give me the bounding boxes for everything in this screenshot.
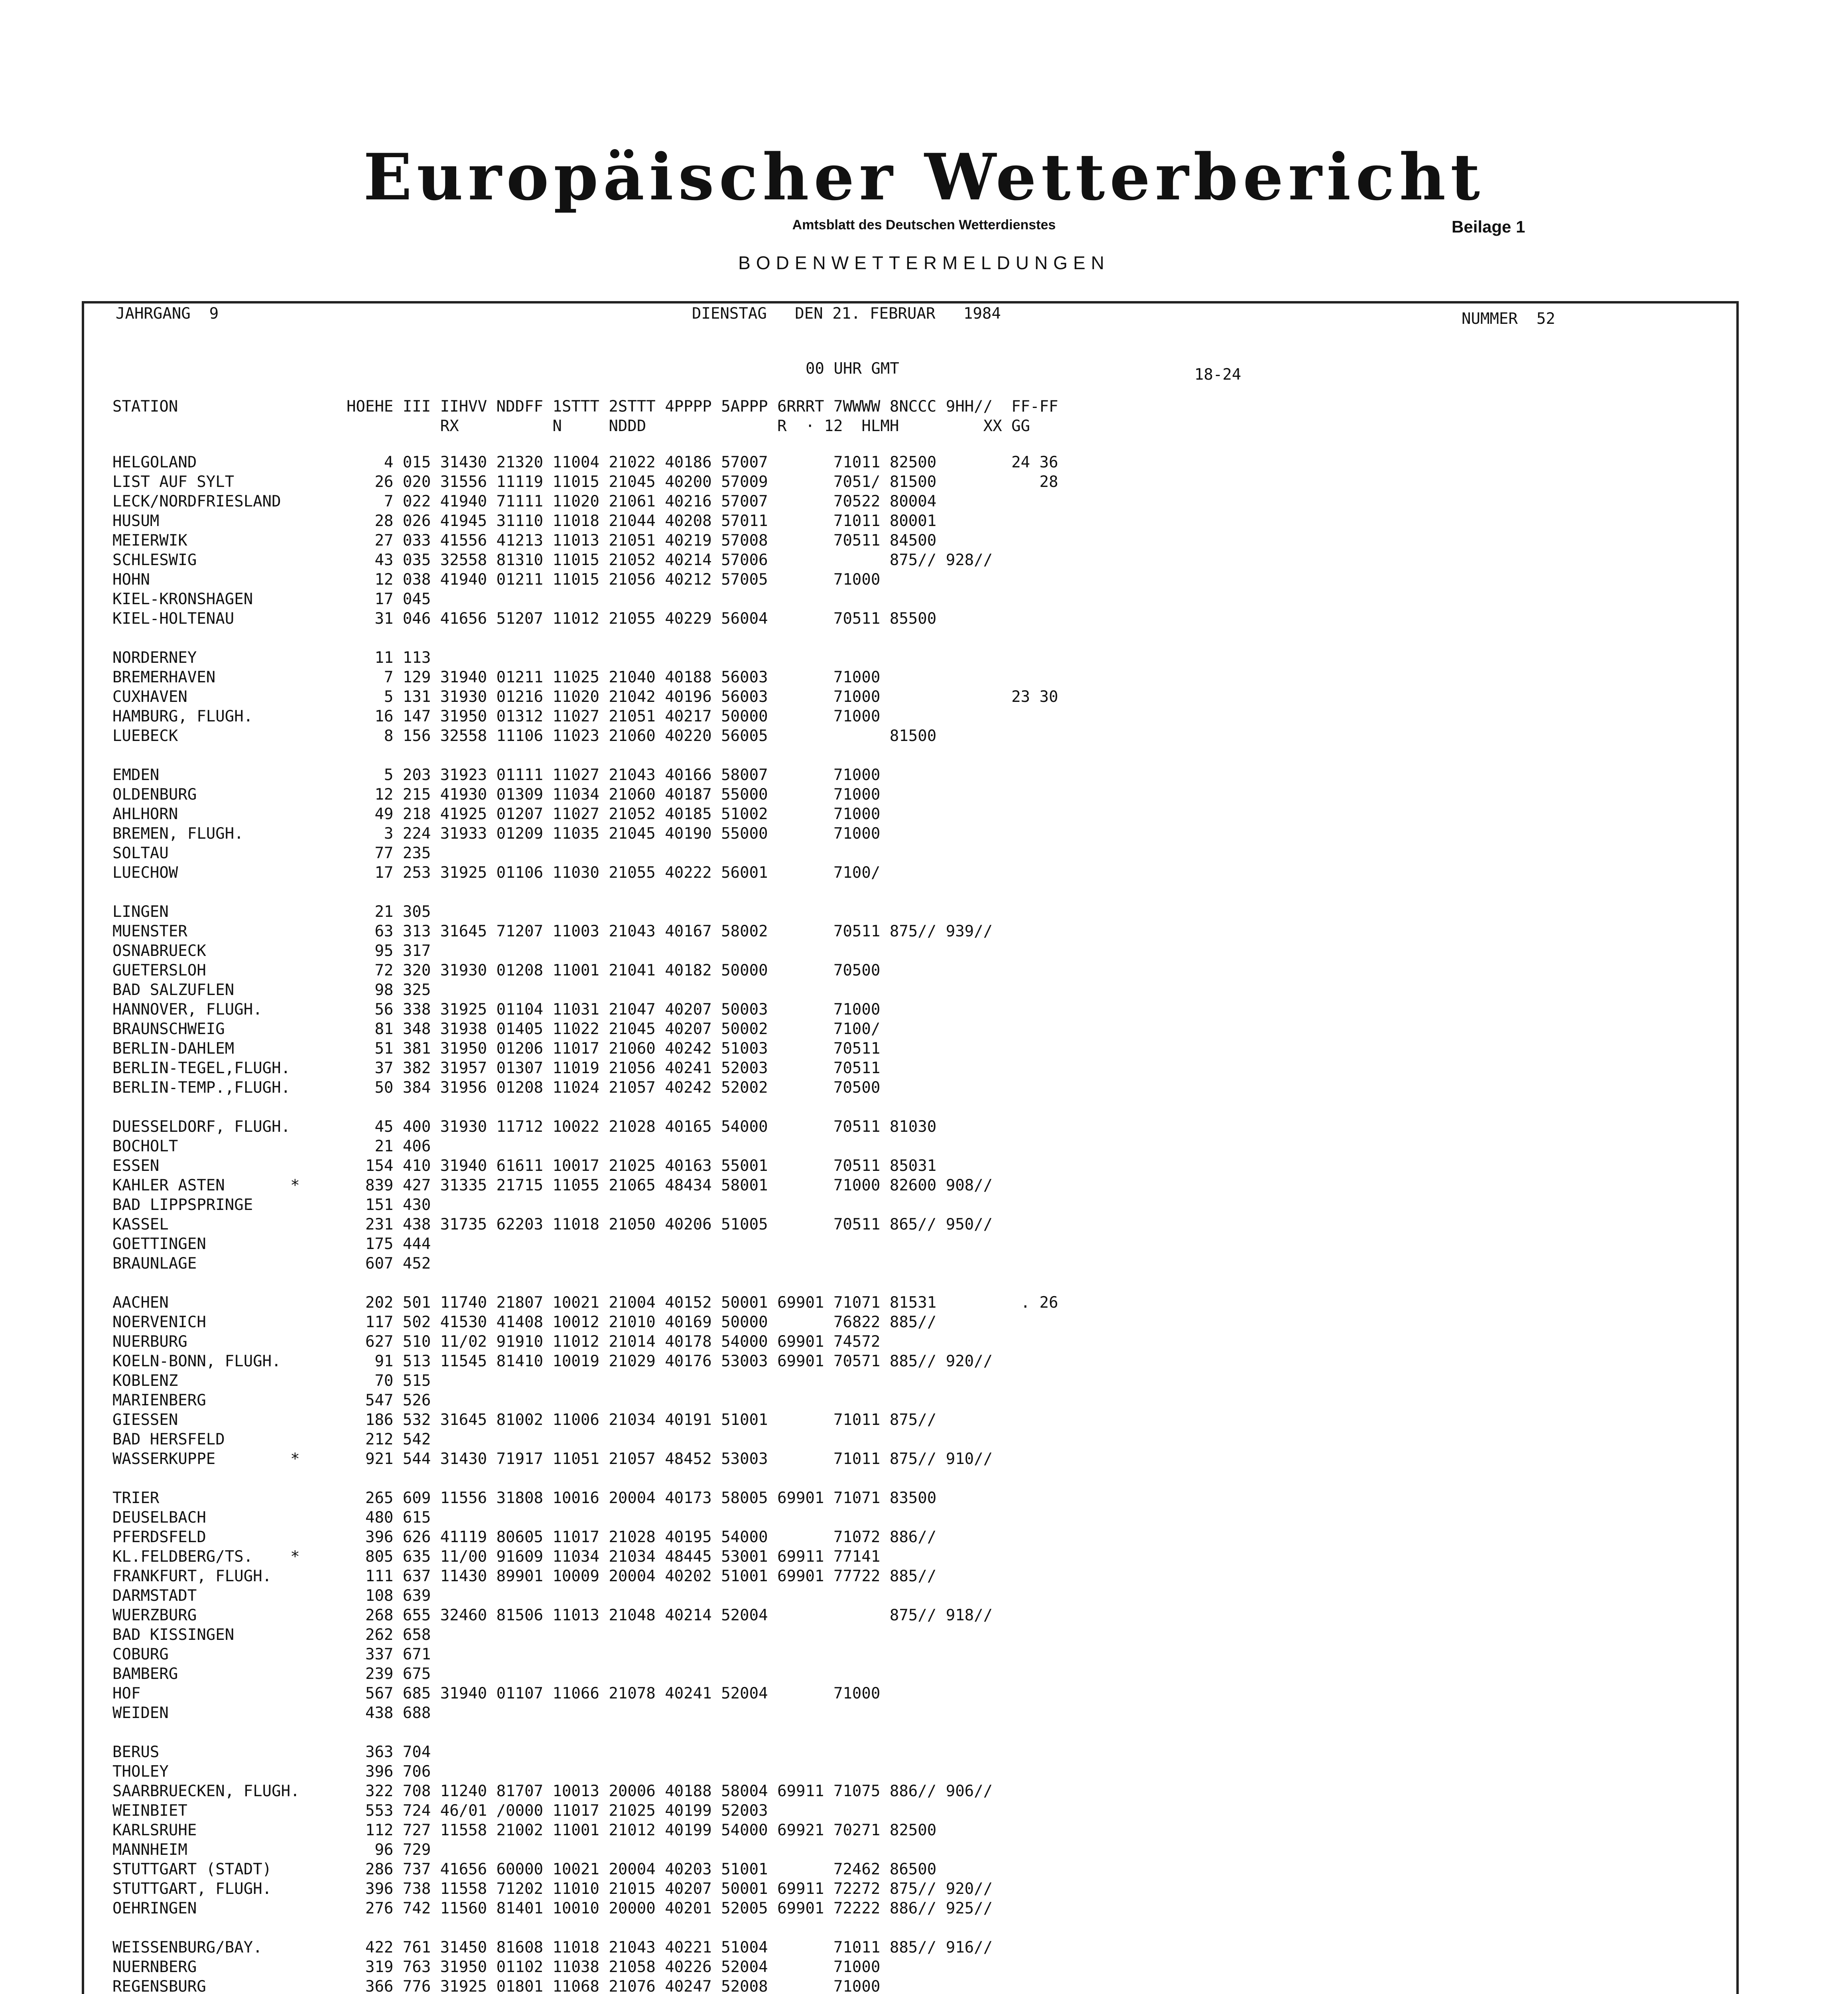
table-row: KASSEL 231 438 31735 62203 11018 21050 40206 51005 70511 865// 950// [112, 1216, 993, 1233]
table-row: BAD HERSFELD 212 542 [112, 1430, 431, 1448]
table-row: CUXHAVEN 5 131 31930 01216 11020 21042 40196 56003 71000 23 30 [112, 688, 1058, 706]
table-row: AACHEN 202 501 11740 21807 10021 21004 40152 50001 69901 71071 81531 . 26 [112, 1294, 1058, 1312]
table-row: REGENSBURG 366 776 31925 01801 11068 21076 40247 52008 71000 [112, 1978, 881, 1994]
table-row: WUERZBURG 268 655 32460 81506 11013 21048 40214 52004 875// 918// [112, 1606, 993, 1624]
table-row: BOCHOLT 21 406 [112, 1137, 431, 1155]
table-row [112, 1273, 1058, 1293]
table-row: TRIER 265 609 11556 31808 10016 20004 40173 58005 69901 71071 83500 [112, 1489, 937, 1507]
time-range: 18-24 [1194, 366, 1241, 384]
table-row [112, 629, 1058, 648]
table-row: HOHN 12 038 41940 01211 11015 21056 40212 57005 71000 [112, 571, 881, 589]
table-row: SOLTAU 77 235 [112, 844, 431, 862]
table-row: HOF 567 685 31940 01107 11066 21078 40241 52004 71000 [112, 1685, 881, 1702]
table-row: NORDERNEY 11 113 [112, 649, 431, 667]
table-row: KARLSRUHE 112 727 11558 21002 11001 21012 40199 54000 69921 70271 82500 [112, 1821, 937, 1839]
table-row: EMDEN 5 203 31923 01111 11027 21043 40166 58007 71000 [112, 766, 881, 784]
issue-number: NUMMER 52 [1462, 310, 1555, 328]
table-row: HAMBURG, FLUGH. 16 147 31950 01312 11027 21051 40217 50000 71000 [112, 707, 881, 725]
table-row: HELGOLAND 4 015 31430 21320 11004 21022 40186 57007 71011 82500 24 36 [112, 453, 1058, 471]
table-row: ESSEN 154 410 31940 61611 10017 21025 40163 55001 70511 85031 [112, 1157, 937, 1175]
table-row: GOETTINGEN 175 444 [112, 1235, 431, 1253]
table-row: KIEL-HOLTENAU 31 046 41656 51207 11012 21055 40229 56004 70511 85500 [112, 610, 937, 628]
table-row: BRAUNLAGE 607 452 [112, 1255, 431, 1273]
observation-time: 00 UHR GMT [806, 360, 899, 378]
table-row: OEHRINGEN 276 742 11560 81401 10010 20000 40201 52005 69901 72222 886// 925// [112, 1899, 993, 1917]
section-title: BODENWETTERMELDUNGEN [738, 252, 1110, 273]
table-row: WEISSENBURG/BAY. 422 761 31450 81608 11018 21043 40221 51004 71011 885// 916// [112, 1939, 993, 1957]
table-row: BREMEN, FLUGH. 3 224 31933 01209 11035 21045 40190 55000 71000 [112, 825, 881, 843]
table-row: FRANKFURT, FLUGH. 111 637 11430 89901 10009 20004 40202 51001 69901 77722 885// [112, 1567, 937, 1585]
table-row: MANNHEIM 96 729 [112, 1841, 431, 1859]
table-row: DARMSTADT 108 639 [112, 1587, 431, 1605]
table-row: DUESSELDORF, FLUGH. 45 400 31930 11712 10022 21028 40165 54000 70511 81030 [112, 1118, 937, 1136]
table-row: BAD KISSINGEN 262 658 [112, 1626, 431, 1644]
table-row: GIESSEN 186 532 31645 81002 11006 21034 40191 51001 71011 875// [112, 1411, 937, 1429]
table-row: SAARBRUECKEN, FLUGH. 322 708 11240 81707 10013 20006 40188 58004 69911 71075 886// 906// [112, 1782, 993, 1800]
table-row: BAD SALZUFLEN 98 325 [112, 981, 431, 999]
table-row: LIST AUF SYLT 26 020 31556 11119 11015 21045 40200 57009 7051/ 81500 28 [112, 473, 1058, 491]
table-row: DEUSELBACH 480 615 [112, 1509, 431, 1527]
table-row: BAD LIPPSPRINGE 151 430 [112, 1196, 431, 1214]
table-row [112, 1918, 1058, 1938]
table-row: KAHLER ASTEN * 839 427 31335 21715 11055 21065 48434 58001 71000 82600 908// [112, 1176, 993, 1194]
table-row [112, 1469, 1058, 1488]
table-row: BERLIN-TEMP.,FLUGH. 50 384 31956 01208 11024 21057 40242 52002 70500 [112, 1079, 881, 1097]
table-row: AHLHORN 49 218 41925 01207 11027 21052 40185 51002 71000 [112, 805, 881, 823]
table-row: KL.FELDBERG/TS. * 805 635 11/00 91609 11034 21034 48445 53001 69911 77141 [112, 1548, 881, 1566]
table-row: OSNABRUECK 95 317 [112, 942, 431, 960]
column-header-row-1: STATION HOEHE III IIHVV NDDFF 1STTT 2STTT 4PPPP 5APPP 6RRRT 7WWWW 8NCCC 9HH// FF-FF [112, 398, 1058, 416]
table-row [112, 1723, 1058, 1742]
page-title: Europäischer Wetterbericht [363, 140, 1485, 215]
table-row: SCHLESWIG 43 035 32558 81310 11015 21052 40214 57006 875// 928// [112, 551, 993, 569]
supplement-label: Beilage 1 [1452, 217, 1525, 236]
table-row: NOERVENICH 117 502 41530 41408 10012 21010 40169 50000 76822 885// [112, 1313, 937, 1331]
table-row: KIEL-KRONSHAGEN 17 045 [112, 590, 431, 608]
issue-date: DIENSTAG DEN 21. FEBRUAR 1984 [692, 305, 1001, 323]
table-row: OLDENBURG 12 215 41930 01309 11034 21060 40187 55000 71000 [112, 786, 881, 804]
table-row: BAMBERG 239 675 [112, 1665, 431, 1683]
table-row: BRAUNSCHWEIG 81 348 31938 01405 11022 21045 40207 50002 7100/ [112, 1020, 881, 1038]
table-row: COBURG 337 671 [112, 1645, 431, 1663]
table-row: PFERDSFELD 396 626 41119 80605 11017 21028 40195 54000 71072 886// [112, 1528, 937, 1546]
table-row: LUEBECK 8 156 32558 11106 11023 21060 40220 56005 81500 [112, 727, 937, 745]
table-row: HANNOVER, FLUGH. 56 338 31925 01104 11031 21047 40207 50003 71000 [112, 1001, 881, 1019]
table-row: BERLIN-DAHLEM 51 381 31950 01206 11017 21060 40242 51003 70511 [112, 1040, 881, 1058]
table-row: STUTTGART (STADT) 286 737 41656 60000 10021 20004 40203 51001 72462 86500 [112, 1860, 937, 1878]
table-row: LECK/NORDFRIESLAND 7 022 41940 71111 11020 21061 40216 57007 70522 80004 [112, 493, 937, 510]
table-row: KOELN-BONN, FLUGH. 91 513 11545 81410 10019 21029 40176 53003 69901 70571 885// 920// [112, 1352, 993, 1370]
table-row: WEINBIET 553 724 46/01 /0000 11017 21025 40199 52003 [112, 1802, 768, 1820]
table-row: WEIDEN 438 688 [112, 1704, 431, 1722]
page-subtitle: Amtsblatt des Deutschen Wetterdienstes [792, 217, 1056, 233]
station-table [112, 453, 1058, 1994]
table-row: THOLEY 396 706 [112, 1763, 431, 1781]
table-row: LINGEN 21 305 [112, 903, 431, 921]
table-row: MEIERWIK 27 033 41556 41213 11013 21051 40219 57008 70511 84500 [112, 532, 937, 550]
table-row: NUERBURG 627 510 11/02 91910 11012 21014 40178 54000 69901 74572 [112, 1333, 881, 1351]
table-row: LUECHOW 17 253 31925 01106 11030 21055 40222 56001 7100/ [112, 864, 881, 882]
table-row: GUETERSLOH 72 320 31930 01208 11001 21041 40182 50000 70500 [112, 962, 881, 979]
table-row: STUTTGART, FLUGH. 396 738 11558 71202 11010 21015 40207 50001 69911 72272 875// 920// [112, 1880, 993, 1898]
column-header-row-2: RX N NDDD R · 12 HLMH XX GG [112, 417, 1030, 435]
table-row: BERUS 363 704 [112, 1743, 431, 1761]
table-row: NUERNBERG 319 763 31950 01102 11038 21058 40226 52004 71000 [112, 1958, 881, 1976]
table-row: BERLIN-TEGEL,FLUGH. 37 382 31957 01307 11019 21056 40241 52003 70511 [112, 1059, 881, 1077]
table-row: WASSERKUPPE * 921 544 31430 71917 11051 21057 48452 53003 71011 875// 910// [112, 1450, 993, 1468]
table-row [112, 1097, 1058, 1117]
volume-label: JAHRGANG 9 [116, 305, 219, 323]
table-row [112, 746, 1058, 765]
table-row: MUENSTER 63 313 31645 71207 11003 21043 40167 58002 70511 875// 939// [112, 922, 993, 940]
table-row [112, 883, 1058, 902]
table-row: KOBLENZ 70 515 [112, 1372, 431, 1390]
table-row: MARIENBERG 547 526 [112, 1391, 431, 1409]
table-row: BREMERHAVEN 7 129 31940 01211 11025 21040 40188 56003 71000 [112, 668, 881, 686]
table-row: HUSUM 28 026 41945 31110 11018 21044 40208 57011 71011 80001 [112, 512, 937, 530]
